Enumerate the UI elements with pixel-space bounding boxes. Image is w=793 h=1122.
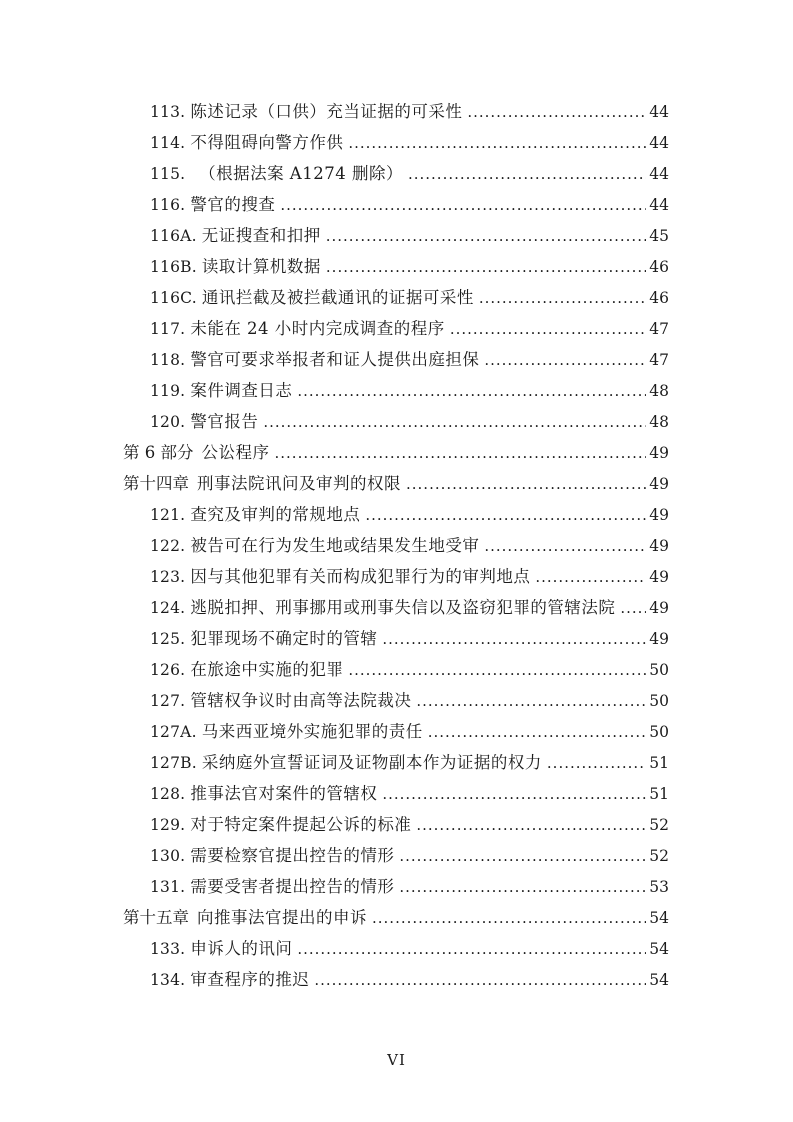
toc-entry [123, 871, 669, 902]
toc-entry [123, 747, 669, 778]
entry-number: 116C. [150, 289, 197, 307]
entry-title: 警官的搜查 [190, 195, 276, 214]
entry-page-number: 48 [649, 413, 669, 431]
dot-leader [620, 593, 646, 623]
entry-number: 116. [150, 196, 186, 214]
toc-entry [123, 933, 669, 964]
entry-page-number: 44 [649, 134, 669, 152]
entry-number: 134. [150, 971, 186, 989]
toc-entry [123, 964, 669, 995]
toc-entry [123, 592, 669, 623]
entry-title: 管辖权争议时由高等法院裁决 [190, 691, 412, 710]
toc-entry [123, 251, 669, 282]
dot-leader [326, 252, 646, 282]
entry-number: 115. [150, 165, 186, 183]
entry-title: 陈述记录（口供）充当证据的可采性 [190, 102, 463, 121]
entry-page-number: 52 [649, 816, 669, 834]
toc-entry [123, 220, 669, 251]
entry-title: 警官可要求举报者和证人提供出庭担保 [190, 350, 480, 369]
entry-number: 128. [150, 785, 186, 803]
entry-number: 114. [150, 134, 186, 152]
entry-title: 马来西亚境外实施犯罪的责任 [201, 722, 423, 741]
entry-number: 117. [150, 320, 186, 338]
toc-entry [123, 716, 669, 747]
entry-number: 第 6 部分 [123, 443, 194, 462]
dot-leader [382, 624, 646, 654]
entry-number: 127A. [150, 723, 197, 741]
entry-page-number: 53 [649, 878, 669, 896]
entry-page-number: 46 [649, 258, 669, 276]
entry-number: 118. [150, 351, 186, 369]
entry-number: 116B. [150, 258, 197, 276]
entry-number: 124. [150, 599, 186, 617]
entry-number: 第十四章 [123, 474, 189, 493]
entry-title: 案件调查日志 [190, 381, 293, 400]
entry-title: 不得阻碍向警方作供 [190, 133, 344, 152]
entry-number: 125. [150, 630, 186, 648]
dot-leader [297, 376, 646, 406]
toc-entry [123, 127, 669, 158]
entry-page-number: 49 [649, 475, 669, 493]
dot-leader [547, 748, 646, 778]
dot-leader [399, 872, 646, 902]
entry-page-number: 49 [649, 599, 669, 617]
entry-title: 因与其他犯罪有关而构成犯罪行为的审判地点 [190, 567, 531, 586]
dot-leader [348, 655, 646, 685]
toc-entry [123, 902, 669, 933]
dot-leader [314, 965, 646, 995]
entry-number: 129. [150, 816, 186, 834]
entry-page-number: 48 [649, 382, 669, 400]
toc-entry [123, 840, 669, 871]
entry-title: 读取计算机数据 [201, 257, 321, 276]
toc-entry [123, 468, 669, 499]
entry-title: 被告可在行为发生地或结果发生地受审 [190, 536, 480, 555]
dot-leader [416, 686, 646, 716]
toc-entry [123, 344, 669, 375]
entry-page-number: 49 [649, 537, 669, 555]
entry-title: 采纳庭外宣誓证词及证物副本作为证据的权力 [201, 753, 542, 772]
entry-number: 第十五章 [123, 908, 189, 927]
toc-entry [123, 437, 669, 468]
entry-number: 116A. [150, 227, 197, 245]
dot-leader [365, 500, 646, 530]
dot-leader [326, 221, 647, 251]
entry-page-number: 46 [649, 289, 669, 307]
entry-number: 119. [150, 382, 186, 400]
dot-leader [416, 810, 646, 840]
dot-leader [484, 345, 646, 375]
toc-entry [123, 530, 669, 561]
entry-number: 126. [150, 661, 186, 679]
entry-title: 对于特定案件提起公诉的标准 [190, 815, 412, 834]
entry-page-number: 47 [649, 320, 669, 338]
dot-leader [297, 934, 646, 964]
entry-page-number: 50 [649, 692, 669, 710]
entry-title: 查究及审判的常规地点 [190, 505, 361, 524]
page-number-footer: VI [387, 1051, 406, 1069]
toc-entry [123, 96, 669, 127]
entry-page-number: 51 [649, 754, 669, 772]
dot-leader [479, 283, 646, 313]
toc-entry [123, 313, 669, 344]
entry-title: 申诉人的讯问 [190, 939, 293, 958]
entry-page-number: 50 [649, 661, 669, 679]
dot-leader [382, 779, 646, 809]
dot-leader [372, 903, 646, 933]
entry-title: 未能在 24 小时内完成调查的程序 [190, 319, 445, 338]
dot-leader [450, 314, 646, 344]
toc-entry [123, 282, 669, 313]
entry-number: 120. [150, 413, 186, 431]
entry-title: 警官报告 [190, 412, 259, 431]
entry-title: 需要检察官提出控告的情形 [190, 846, 395, 865]
entry-page-number: 52 [649, 847, 669, 865]
entry-title: 向推事法官提出的申诉 [197, 908, 367, 927]
entry-page-number: 54 [649, 940, 669, 958]
dot-leader [408, 159, 646, 189]
toc-entry [123, 778, 669, 809]
entry-title: 需要受害者提出控告的情形 [190, 877, 395, 896]
entry-page-number: 44 [649, 196, 669, 214]
entry-page-number: 54 [649, 971, 669, 989]
toc-list [123, 96, 669, 995]
entry-page-number: 44 [649, 103, 669, 121]
dot-leader [263, 407, 646, 437]
entry-page-number: 49 [649, 568, 669, 586]
toc-entry [123, 375, 669, 406]
entry-page-number: 49 [649, 630, 669, 648]
dot-leader [428, 717, 647, 747]
toc-entry [123, 685, 669, 716]
dot-leader [399, 841, 646, 871]
entry-number: 130. [150, 847, 186, 865]
entry-number: 113. [150, 103, 186, 121]
entry-title: 在旅途中实施的犯罪 [190, 660, 344, 679]
toc-entry [123, 809, 669, 840]
dot-leader [406, 469, 646, 499]
entry-page-number: 47 [649, 351, 669, 369]
toc-entry [123, 623, 669, 654]
entry-number: 127. [150, 692, 186, 710]
entry-title: 无证搜查和扣押 [201, 226, 321, 245]
entry-page-number: 50 [649, 723, 669, 741]
dot-leader [484, 531, 646, 561]
dot-leader [535, 562, 646, 592]
entry-number: 123. [150, 568, 186, 586]
entry-number: 131. [150, 878, 186, 896]
toc-entry [123, 654, 669, 685]
toc-entry [123, 189, 669, 220]
entry-title: 审查程序的推迟 [190, 970, 310, 989]
dot-leader [348, 128, 646, 158]
entry-page-number: 54 [649, 909, 669, 927]
entry-page-number: 44 [649, 165, 669, 183]
entry-page-number: 49 [649, 506, 669, 524]
entry-title: 推事法官对案件的管辖权 [190, 784, 378, 803]
toc-entry [123, 406, 669, 437]
entry-number: 127B. [150, 754, 197, 772]
entry-number: 133. [150, 940, 186, 958]
entry-number: 122. [150, 537, 186, 555]
entry-title: 公讼程序 [201, 443, 270, 462]
entry-page-number: 45 [649, 227, 669, 245]
entry-title: 犯罪现场不确定时的管辖 [190, 629, 378, 648]
entry-page-number: 51 [649, 785, 669, 803]
entry-title: （根据法案 A1274 删除） [190, 164, 403, 183]
entry-number: 121. [150, 506, 186, 524]
toc-entry [123, 499, 669, 530]
toc-entry [123, 158, 669, 189]
entry-title: 通讯拦截及被拦截通讯的证据可采性 [201, 288, 474, 307]
entry-title: 刑事法院讯问及审判的权限 [197, 474, 401, 493]
toc-entry [123, 561, 669, 592]
dot-leader [467, 97, 646, 127]
dot-leader [275, 438, 647, 468]
entry-page-number: 49 [649, 444, 669, 462]
entry-title: 逃脱扣押、刑事挪用或刑事失信以及盗窃犯罪的管辖法院 [190, 598, 616, 617]
dot-leader [280, 190, 646, 220]
